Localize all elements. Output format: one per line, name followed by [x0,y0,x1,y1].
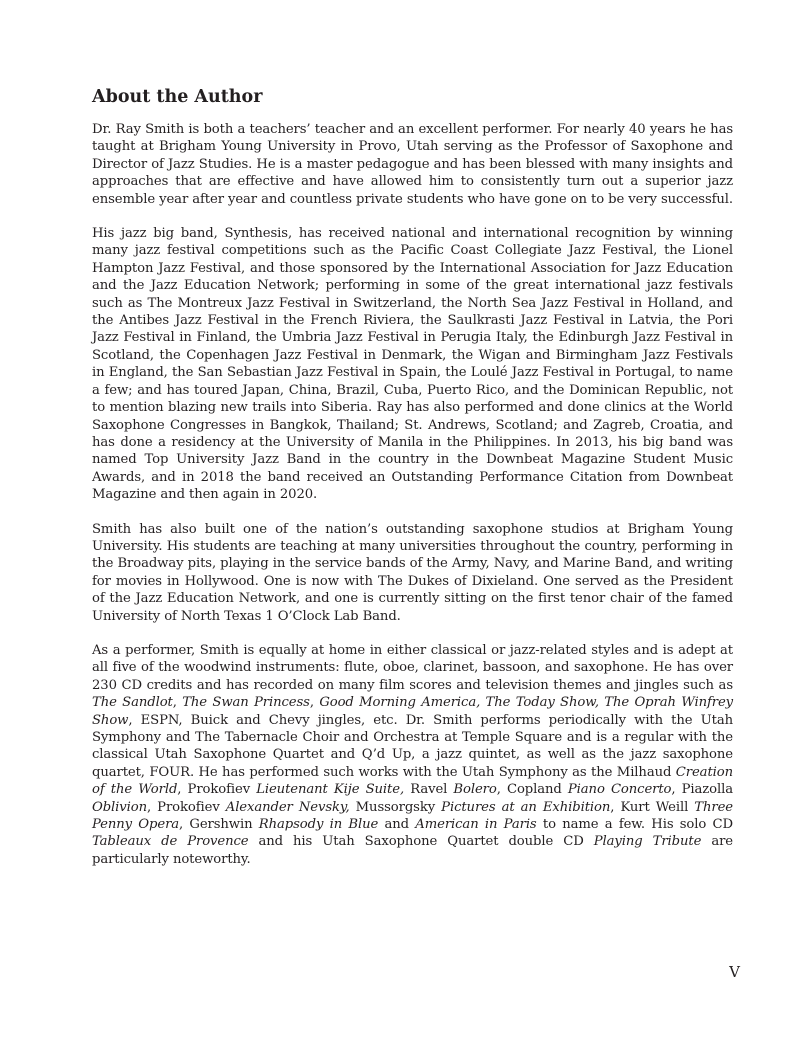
text-run: , [309,695,320,711]
paragraph-1 [92,121,733,208]
text-run: and [378,817,416,833]
text-run: , Piazolla [671,782,733,798]
text-run: and his Utah Saxophone Quartet double CD [248,834,594,850]
text-run: , ESPN, Buick and Chevy jingles, etc. Dr. Smith performs periodically with the Utah Symphony and The Tabernacle Choir and Orchestra at Temple Square and is a regular with the classical Utah Saxophone Quartet and Q’d Up, a jazz quintet, as well as the jazz saxophone quartet, FOUR. He has performed such works with the Utah Symphony as the Milhaud [92,712,733,780]
italic-title: Three Penny Opera [92,799,733,833]
text-run: , Kurt Weill [610,799,695,815]
text-run: His jazz big band, Synthesis, has received national and international recognition by winning many jazz festival competitions such as the Pacific Coast Collegiate Jazz Festival, the Lionel Hampton Jazz Festival, and those sponsored by the International Association for Jazz Education and the Jazz Education Network; performing in some of the great international jazz festivals such as The Montreux Jazz Festival in Switzerland, the North Sea Jazz Festival in Holland, and the Antibes Jazz Festival in the French Riviera, the Saulkrasti Jazz Festival in Latvia, the Pori Jazz Festival in Finland, the Umbria Jazz Festival in Perugia Italy, the Edinburgh Jazz Festival in Scotland, the Copenhagen Jazz Festival in Denmark, the Wigan and Birmingham Jazz Festivals in England, the San Sebastian Jazz Festival in Spain, the Loulé Jazz Festival in Portugal, to name a few; and has toured Japan, China, Brazil, Cuba, Puerto Rico, and the Dominican Republic, not to mention blazing new trails into Siberia. Ray has also performed and done clinics at the World Saxophone Congresses in Bangkok, Thailand; St. Andrews, Scotland; and Zagreb, Croatia, and has done a residency at the University of Manila in the Philippines. In 2013, his big band was named Top University Jazz Band in the country in the Downbeat Magazine Student Music Awards, and in 2018 the band received an Outstanding Performance Citation from Downbeat Magazine and then again in 2020. [92,226,733,503]
italic-title: Rhapsody in Blue [258,817,379,833]
text-run: , Copland [496,782,568,798]
italic-title: Bolero [453,782,497,798]
text-run: Ravel [404,782,454,798]
italic-title: Good Morning America, The Today Show, The Oprah Winfrey Show [92,695,734,728]
italic-title: Pictures at an Exhibition [441,799,611,815]
italic-title: The Swan Princess [182,695,310,711]
italic-title: Piano Concerto [567,782,672,798]
italic-title: The Sandlot [92,695,173,711]
paragraph-4 [92,642,733,868]
article [92,86,733,885]
paragraph-2 [92,225,733,504]
page-number: V [729,963,740,981]
italic-title: Playing Tribute [593,834,702,850]
italic-title: Lieutenant Kije Suite, [256,782,405,798]
text-run: Mussorgsky [349,799,442,815]
paragraph-3 [92,521,733,625]
text-run: , Gershwin [179,817,259,833]
text-run: to name a few. His solo CD [536,817,733,833]
text-run: , Prokofiev [147,799,226,815]
body-text [92,121,733,868]
text-run: , Prokofiev [177,782,257,798]
text-run: Smith has also built one of the nation’s outstanding saxophone studios at Brigham Young University. His students are teaching at many universities throughout the country, performing in the Broadway pits, playing in the service bands of the Army, Navy, and Marine Band, and writing for movies in Hollywood. One is now with The Dukes of Dixieland. One served as the President of the Jazz Education Network, and one is currently sitting on the first tenor chair of the famed University of North Texas 1 O’Clock Lab Band. [92,521,733,624]
text-run: As a performer, Smith is equally at home in either classical or jazz-related styles and is adept at all five of the woodwind instruments: flute, oboe, clarinet, bassoon, and saxophone. He has over 230 CD credits and has recorded on many film scores and television themes and jingles such as [92,642,733,693]
italic-title: Creation of the World [92,764,733,798]
italic-title: Alexander Nevsky, [225,799,350,815]
section-heading: About the Author [92,87,263,107]
text-run: Dr. Ray Smith is both a teachers’ teacher and an excellent performer. For nearly 40 years he has taught at Brigham Young University in Provo, Utah serving as the Professor of Saxophone and Director of Jazz Studies. He is a master pedagogue and has been blessed with many insights and approaches that are effective and have allowed him to consistently turn out a superior jazz ensemble year after year and countless private students who have gone on to be very successful. [92,122,734,207]
italic-title: Tableaux de Provence [92,834,249,850]
text-run: are particularly noteworthy. [92,834,734,867]
italic-title: Oblivion [92,799,147,815]
text-run: , [172,695,183,711]
italic-title: American in Paris [415,817,537,833]
